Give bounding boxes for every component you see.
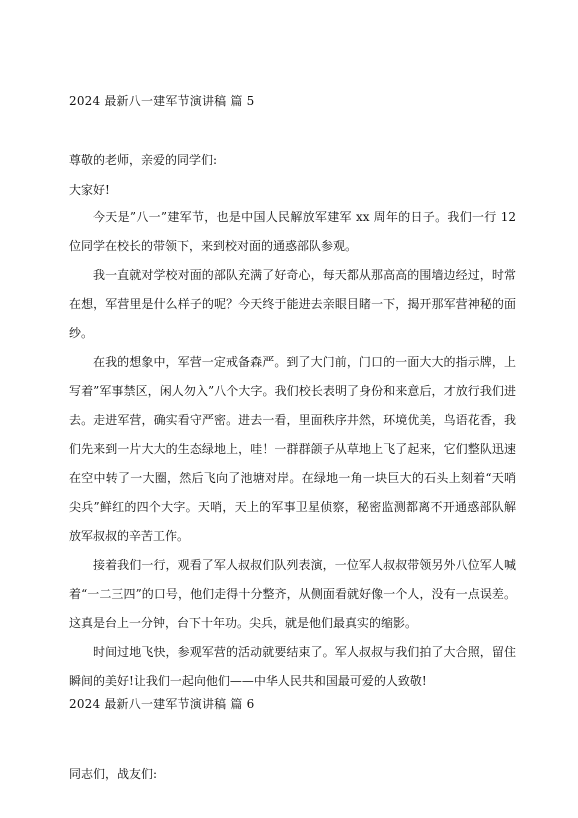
body-paragraph: 在我的想象中，军营一定戒备森严。到了大门前，门口的一面大大的指示牌，上写着”军事禁区，闲人勿入”八个大字。我们校长表明了身份和来意后，才放行我们进去。走进军营，确实看守严密。进去一看，里面秩序井然，环境优美，鸟语花香，我们先来到一片大大的生态绿地上，哇！一群群颌子从草地上飞了起来，它们整队迅速在空中转了一大圈，然后飞向了池塘对岸。在绿地一角一块巨大的石头上刻着“天哨尖兵”鲜红的四个大字。天哨，天上的军事卫星侦察，秘密监测都离不开通惑部队解放军叔叔的辛苦工作。 [69, 355, 516, 543]
salutation-text: 尊敬的老师，亲爱的同学们: [69, 153, 218, 167]
body-paragraph: 今天是”八一”建军节，也是中国人民解放军建军 xx 周年的日子。我们一行 12 位同学在校长的带领下，来到校对面的通惑部队参观。 [69, 210, 516, 253]
section-heading: 2024 最新八一建军节演讲稿 篇 5 [69, 94, 255, 108]
section-heading: 2024 最新八一建军节演讲稿 篇 6 [69, 697, 255, 711]
body-paragraph: 接着我们一行，观看了军人叔叔们队列表演，一位军人叔叔带领另外八位军人喊着“一二三四”的口号，他们走得十分整齐，从侧面看就好像一个人，没有一点误差。这真是台上一分钟，台下十年功。尖兵，就是他们最真实的缩影。 [69, 558, 516, 630]
body-paragraph: 我一直就对学校对面的部队充满了好奇心，每天都从那高高的围墙边经过，时常在想，军营里是什么样子的呢？今天终于能进去亲眼目睹一下，揭开那军营神秘的面纱。 [69, 268, 516, 340]
body-paragraph: 时间过地飞快，参观军营的活动就要结束了。军人叔叔与我们拍了大合照，留住瞬间的美好!让我们一起向他们——中华人民共和国最可爱的人致敬! [69, 645, 516, 688]
speech-body [69, 203, 516, 696]
greeting-text: 大家好! [69, 183, 110, 197]
salutation-text: 同志们，战友们: [69, 767, 158, 781]
